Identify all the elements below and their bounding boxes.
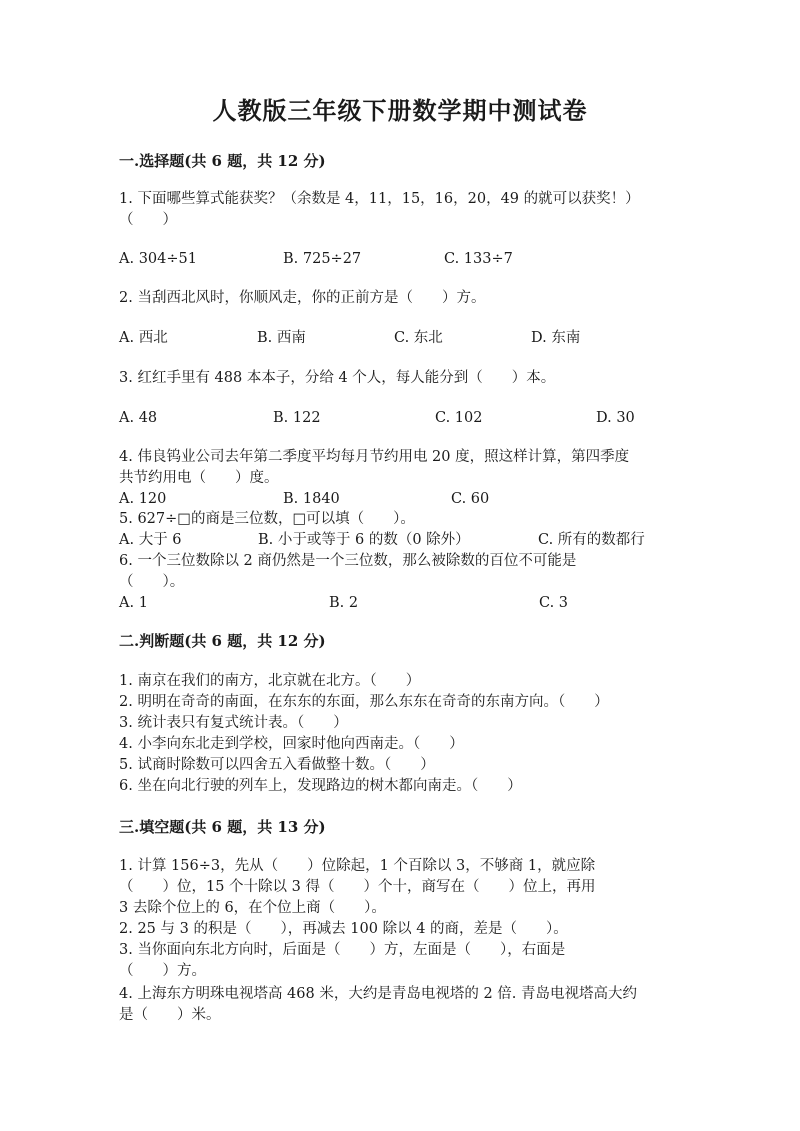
option-b: B. 西南 xyxy=(257,330,306,346)
option-d: D. 东南 xyxy=(531,330,581,346)
question-line: 1. 下面哪些算式能获奖？（余数是 4，11，15，16，20，49 的就可以获奖！） xyxy=(119,191,640,207)
option-c: C. 3 xyxy=(539,595,569,611)
question-line: 4. 伟良钨业公司去年第二季度平均每月节约用电 20 度，照这样计算，第四季度 xyxy=(119,449,630,465)
question-line: 3. 红红手里有 488 本本子，分给 4 个人，每人能分到（ ）本。 xyxy=(119,370,556,386)
option-b: B. 725÷27 xyxy=(283,251,362,267)
option-a: A. 304÷51 xyxy=(119,251,197,267)
option-b: B. 122 xyxy=(273,410,321,426)
fill-line: 4. 上海东方明珠电视塔高 468 米，大约是青岛电视塔的 2 倍. 青岛电视塔高大约 xyxy=(119,986,637,1002)
fill-line: 是（ ）米。 xyxy=(119,1007,221,1023)
option-a: A. 西北 xyxy=(119,330,168,346)
option-b: B. 2 xyxy=(329,595,359,611)
fill-line: （ ）方。 xyxy=(119,963,206,979)
statement-line: 2. 明明在奇奇的南面，在东东的东面，那么东东在奇奇的东南方向。（ ） xyxy=(119,694,609,710)
option-c: C. 102 xyxy=(435,410,483,426)
option-a: A. 120 xyxy=(119,491,167,507)
fill-line: （ ）位，15 个十除以 3 得（ ）个十，商写在（ ）位上，再用 xyxy=(119,879,596,895)
question-line: 共节约用电（ ）度。 xyxy=(119,470,279,486)
option-b: B. 1840 xyxy=(283,491,340,507)
section-heading-judge: 二.判断题(共 6 题，共 12 分) xyxy=(119,632,326,650)
page-title: 人教版三年级下册数学期中测试卷 xyxy=(212,96,588,125)
fill-line: 3 去除个位上的 6，在个位上商（ ）。 xyxy=(119,900,386,916)
fill-line: 1. 计算 156÷3，先从（ ）位除起，1 个百除以 3，不够商 1，就应除 xyxy=(119,858,596,874)
statement-line: 1. 南京在我们的南方，北京就在北方。（ ） xyxy=(119,673,421,689)
option-c: C. 60 xyxy=(451,491,490,507)
option-c: C. 东北 xyxy=(394,330,443,346)
fill-line: 3. 当你面向东北方向时，后面是（ ）方，左面是（ ），右面是 xyxy=(119,942,566,958)
fill-line: 2. 25 与 3 的积是（ ），再减去 100 除以 4 的商，差是（ ）。 xyxy=(119,921,568,937)
question-line: （ ）。 xyxy=(119,574,185,590)
option-b: B. 小于或等于 6 的数（0 除外） xyxy=(258,532,470,548)
question-line: 6. 一个三位数除以 2 商仍然是一个三位数，那么被除数的百位不可能是 xyxy=(119,553,577,569)
option-a: A. 48 xyxy=(119,410,158,426)
option-c: C. 133÷7 xyxy=(444,251,513,267)
question-line: 5. 627÷□的商是三位数，□可以填（ ）。 xyxy=(119,511,415,527)
question-line: 2. 当刮西北风时，你顺风走，你的正前方是（ ）方。 xyxy=(119,290,486,306)
question-line: （ ） xyxy=(119,212,177,228)
option-a: A. 1 xyxy=(119,595,148,611)
option-c: C. 所有的数都行 xyxy=(538,532,645,548)
section-heading-fill: 三.填空题(共 6 题，共 13 分) xyxy=(119,818,326,836)
statement-line: 3. 统计表只有复式统计表。（ ） xyxy=(119,715,348,731)
statement-line: 6. 坐在向北行驶的列车上，发现路边的树木都向南走。（ ） xyxy=(119,778,522,794)
option-a: A. 大于 6 xyxy=(119,532,182,548)
statement-line: 4. 小李向东北走到学校，回家时他向西南走。（ ） xyxy=(119,736,464,752)
section-heading-choice: 一.选择题(共 6 题，共 12 分) xyxy=(119,152,326,170)
option-d: D. 30 xyxy=(596,410,635,426)
statement-line: 5. 试商时除数可以四舍五入看做整十数。（ ） xyxy=(119,757,435,773)
